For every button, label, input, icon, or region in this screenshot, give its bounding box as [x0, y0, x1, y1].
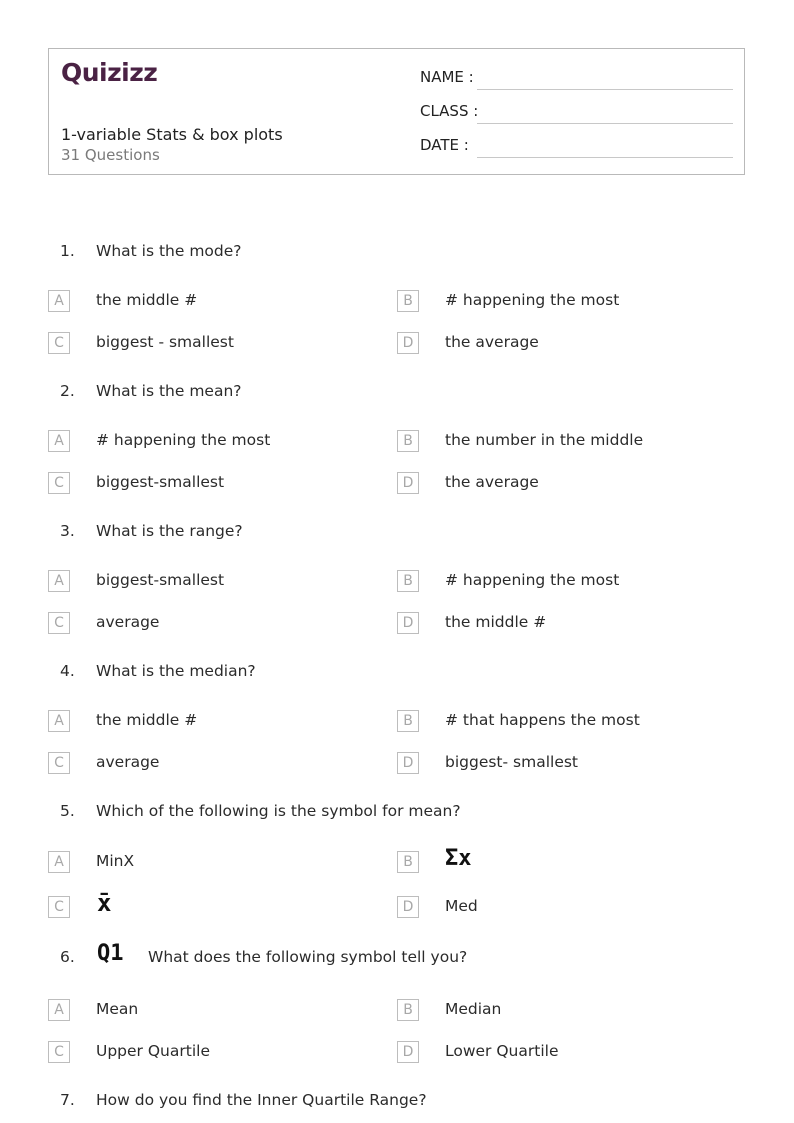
option-b[interactable]: Median	[445, 1000, 502, 1018]
option-letter-a: A	[48, 999, 70, 1021]
option-letter-b: B	[397, 851, 419, 873]
option-letter-a: A	[48, 290, 70, 312]
option-letter-c: C	[48, 332, 70, 354]
question-number: 1.	[60, 242, 75, 260]
name-line	[477, 89, 733, 90]
question-text: What is the mean?	[96, 382, 242, 400]
option-a[interactable]: # happening the most	[96, 431, 271, 449]
option-a[interactable]: Mean	[96, 1000, 139, 1018]
worksheet-title: 1-variable Stats & box plots	[61, 125, 283, 144]
option-c[interactable]: average	[96, 613, 160, 631]
option-letter-d: D	[397, 612, 419, 634]
question-number: 6.	[60, 948, 75, 966]
option-letter-d: D	[397, 1041, 419, 1063]
option-letter-d: D	[397, 472, 419, 494]
option-c[interactable]: biggest - smallest	[96, 333, 234, 351]
question-number: 4.	[60, 662, 75, 680]
option-b-sigma-x-symbol[interactable]: Σx	[445, 846, 472, 871]
question-text: What is the range?	[96, 522, 243, 540]
question-number: 5.	[60, 802, 75, 820]
q1-symbol: Q1	[97, 941, 124, 966]
option-a[interactable]: biggest-smallest	[96, 571, 225, 589]
question-number: 7.	[60, 1091, 75, 1109]
question-number: 2.	[60, 382, 75, 400]
option-a[interactable]: the middle #	[96, 291, 198, 309]
option-a[interactable]: MinX	[96, 852, 135, 870]
question-text: What is the mode?	[96, 242, 242, 260]
date-line	[477, 157, 733, 158]
option-letter-b: B	[397, 999, 419, 1021]
option-c[interactable]: average	[96, 753, 160, 771]
option-letter-b: B	[397, 290, 419, 312]
option-letter-d: D	[397, 332, 419, 354]
option-letter-a: A	[48, 710, 70, 732]
class-line	[477, 123, 733, 124]
option-d[interactable]: Med	[445, 897, 478, 915]
question-count: 31 Questions	[61, 146, 160, 164]
option-d[interactable]: biggest- smallest	[445, 753, 579, 771]
option-d[interactable]: Lower Quartile	[445, 1042, 559, 1060]
option-letter-b: B	[397, 710, 419, 732]
option-letter-a: A	[48, 570, 70, 592]
option-b[interactable]: # happening the most	[445, 291, 620, 309]
option-c-x-bar-symbol[interactable]: x̄	[97, 889, 112, 917]
option-b[interactable]: # that happens the most	[445, 711, 640, 729]
option-letter-b: B	[397, 570, 419, 592]
option-letter-c: C	[48, 612, 70, 634]
class-label: CLASS :	[420, 102, 479, 120]
option-d[interactable]: the average	[445, 473, 539, 491]
option-letter-d: D	[397, 896, 419, 918]
option-a[interactable]: the middle #	[96, 711, 198, 729]
option-d[interactable]: the average	[445, 333, 539, 351]
option-d[interactable]: the middle #	[445, 613, 547, 631]
option-letter-a: A	[48, 851, 70, 873]
option-letter-c: C	[48, 752, 70, 774]
option-letter-a: A	[48, 430, 70, 452]
question-number: 3.	[60, 522, 75, 540]
option-letter-c: C	[48, 1041, 70, 1063]
question-text: How do you find the Inner Quartile Range?	[96, 1091, 427, 1109]
option-b[interactable]: the number in the middle	[445, 431, 644, 449]
worksheet-header	[48, 48, 745, 175]
question-text: What is the median?	[96, 662, 256, 680]
option-letter-c: C	[48, 472, 70, 494]
option-letter-c: C	[48, 896, 70, 918]
option-c[interactable]: biggest-smallest	[96, 473, 225, 491]
question-text: Which of the following is the symbol for mean?	[96, 802, 461, 820]
option-c[interactable]: Upper Quartile	[96, 1042, 210, 1060]
option-letter-d: D	[397, 752, 419, 774]
quizizz-logo: Quizizz	[61, 58, 158, 87]
name-label: NAME :	[420, 68, 474, 86]
question-text: What does the following symbol tell you?	[148, 948, 468, 966]
date-label: DATE :	[420, 136, 469, 154]
option-letter-b: B	[397, 430, 419, 452]
option-b[interactable]: # happening the most	[445, 571, 620, 589]
